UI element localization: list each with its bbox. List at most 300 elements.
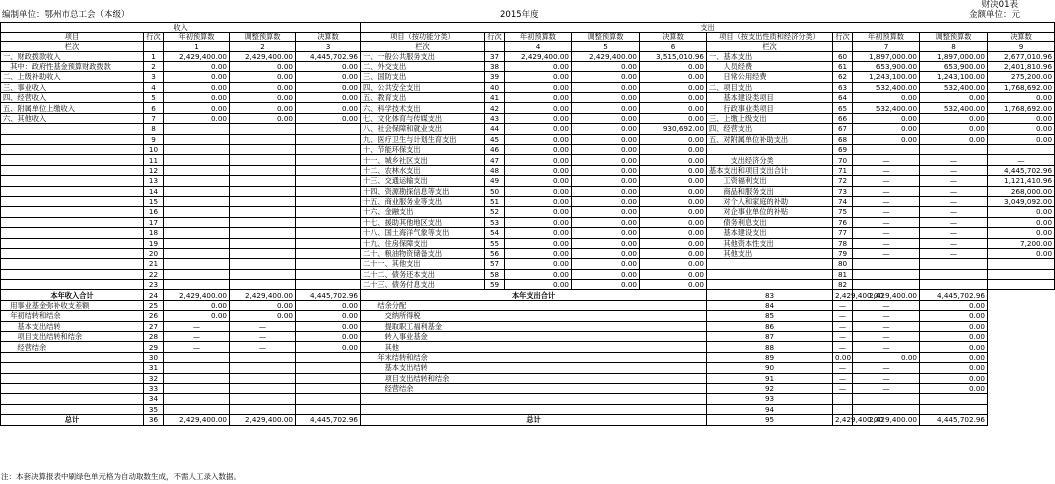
table-cell[interactable]: 十二、农林水支出 — [361, 165, 485, 175]
table-cell[interactable] — [296, 186, 361, 196]
table-cell[interactable]: — — [920, 248, 988, 258]
table-cell[interactable]: 2,429,400.00 — [230, 51, 296, 61]
table-cell[interactable]: 2,429,400.00 — [833, 290, 853, 300]
table-cell[interactable]: — — [920, 207, 988, 217]
table-cell[interactable]: 79 — [833, 248, 853, 258]
table-cell[interactable]: 16 — [144, 207, 164, 217]
table-cell[interactable]: 69 — [833, 145, 853, 155]
table-cell[interactable]: 人员经费 — [707, 61, 833, 71]
table-cell[interactable]: 2,429,400.00 — [572, 51, 640, 61]
table-cell[interactable]: — — [853, 155, 920, 165]
table-cell[interactable]: 15 — [144, 196, 164, 206]
table-cell[interactable]: 4,445,702.96 — [920, 290, 988, 300]
table-cell[interactable]: — — [920, 228, 988, 238]
column-number[interactable] — [833, 42, 853, 52]
table-cell[interactable]: 0.00 — [230, 113, 296, 123]
table-cell[interactable]: 0.00 — [505, 269, 572, 279]
table-cell[interactable]: 62 — [833, 72, 853, 82]
table-cell[interactable] — [1, 373, 144, 383]
table-cell[interactable] — [296, 207, 361, 217]
table-cell[interactable] — [164, 145, 230, 155]
table-cell[interactable]: 85 — [707, 311, 833, 321]
table-cell[interactable]: 4,445,702.96 — [988, 165, 1055, 175]
table-cell[interactable]: 1,121,410.96 — [988, 176, 1055, 186]
table-cell[interactable]: 88 — [707, 342, 833, 352]
table-cell[interactable] — [164, 373, 230, 383]
table-cell[interactable]: 0.00 — [296, 311, 361, 321]
table-cell[interactable]: 0.00 — [920, 363, 988, 373]
table-cell[interactable]: 0.00 — [505, 217, 572, 227]
table-cell[interactable] — [164, 280, 230, 290]
table-cell[interactable]: 7,200.00 — [988, 238, 1055, 248]
table-cell[interactable] — [1, 280, 144, 290]
table-cell[interactable]: 0.00 — [572, 134, 640, 144]
expense-total-label[interactable]: 本年支出合计 — [361, 290, 707, 300]
table-cell[interactable] — [707, 280, 833, 290]
table-cell[interactable]: 0.00 — [853, 124, 920, 134]
table-cell[interactable]: 36 — [144, 415, 164, 425]
table-cell[interactable]: 0.00 — [296, 93, 361, 103]
table-cell[interactable]: 0.00 — [920, 373, 988, 383]
table-cell[interactable]: 0.00 — [640, 61, 707, 71]
table-cell[interactable]: 七、文化体育与传媒支出 — [361, 113, 485, 123]
table-cell[interactable]: 经营结余 — [1, 342, 144, 352]
table-cell[interactable] — [230, 124, 296, 134]
table-cell[interactable]: 0.00 — [230, 61, 296, 71]
table-cell[interactable]: 0.00 — [230, 93, 296, 103]
table-cell[interactable]: 47 — [485, 155, 505, 165]
table-cell[interactable]: 商品和服务支出 — [707, 186, 833, 196]
table-cell[interactable]: 对个人和家庭的补助 — [707, 196, 833, 206]
table-cell[interactable] — [230, 269, 296, 279]
table-cell[interactable] — [230, 373, 296, 383]
table-cell[interactable]: 2,429,400.00 — [164, 290, 230, 300]
table-cell[interactable]: 87 — [707, 332, 833, 342]
table-cell[interactable]: — — [853, 373, 920, 383]
table-cell[interactable] — [296, 384, 361, 394]
table-cell[interactable]: 二十、粮油物资储备支出 — [361, 248, 485, 258]
table-cell[interactable] — [920, 404, 988, 414]
column-header[interactable]: 年初预算数 — [505, 32, 572, 42]
table-cell[interactable]: — — [853, 196, 920, 206]
table-cell[interactable]: 结余分配 — [361, 300, 707, 310]
table-cell[interactable]: 0.00 — [230, 72, 296, 82]
table-cell[interactable]: 0.00 — [296, 300, 361, 310]
table-cell[interactable]: 经营结余 — [361, 384, 707, 394]
table-cell[interactable] — [296, 134, 361, 144]
table-cell[interactable]: 33 — [144, 384, 164, 394]
table-cell[interactable] — [164, 404, 230, 414]
table-cell[interactable] — [1, 134, 144, 144]
table-cell[interactable]: 34 — [144, 394, 164, 404]
table-cell[interactable]: 0.00 — [296, 332, 361, 342]
table-cell[interactable]: 转入事业基金 — [361, 332, 707, 342]
table-cell[interactable]: 82 — [833, 280, 853, 290]
table-cell[interactable]: — — [920, 217, 988, 227]
table-cell[interactable]: 1,768,692.00 — [988, 103, 1055, 113]
table-cell[interactable] — [230, 384, 296, 394]
table-cell[interactable]: 0.00 — [572, 103, 640, 113]
table-cell[interactable] — [296, 259, 361, 269]
table-cell[interactable]: 0.00 — [505, 124, 572, 134]
table-cell[interactable]: 0.00 — [505, 176, 572, 186]
column-header[interactable]: 项目 — [1, 32, 144, 42]
table-cell[interactable] — [853, 394, 920, 404]
table-cell[interactable]: 19 — [144, 238, 164, 248]
table-cell[interactable]: 日常公用经费 — [707, 72, 833, 82]
income-total-label[interactable]: 本年收入合计 — [1, 290, 144, 300]
table-cell[interactable]: 2,429,400.00 — [833, 415, 853, 425]
table-cell[interactable] — [296, 352, 361, 362]
table-cell[interactable] — [230, 363, 296, 373]
column-number[interactable]: 1 — [164, 42, 230, 52]
table-cell[interactable]: 工资福利支出 — [707, 176, 833, 186]
table-cell[interactable]: 0.00 — [505, 72, 572, 82]
table-cell[interactable] — [1, 404, 144, 414]
table-cell[interactable] — [707, 145, 833, 155]
table-cell[interactable]: 56 — [485, 248, 505, 258]
table-cell[interactable]: 五、教育支出 — [361, 93, 485, 103]
table-cell[interactable]: 三、上缴上级支出 — [707, 113, 833, 123]
table-cell[interactable] — [296, 363, 361, 373]
table-cell[interactable] — [296, 196, 361, 206]
table-cell[interactable]: — — [833, 363, 853, 373]
table-cell[interactable]: 0.00 — [920, 352, 988, 362]
table-cell[interactable]: 11 — [144, 155, 164, 165]
table-cell[interactable]: 0.00 — [572, 145, 640, 155]
table-cell[interactable]: — — [230, 321, 296, 331]
table-cell[interactable]: 0.00 — [833, 352, 853, 362]
table-cell[interactable]: 0.00 — [164, 72, 230, 82]
table-cell[interactable] — [164, 363, 230, 373]
table-cell[interactable] — [296, 280, 361, 290]
table-cell[interactable]: 41 — [485, 93, 505, 103]
table-cell[interactable]: 0.00 — [505, 155, 572, 165]
table-cell[interactable]: 72 — [833, 176, 853, 186]
table-cell[interactable]: 十九、住房保障支出 — [361, 238, 485, 248]
table-cell[interactable]: 0.00 — [640, 217, 707, 227]
table-cell[interactable]: 十四、资源勘探信息等支出 — [361, 186, 485, 196]
table-cell[interactable]: 对企事业单位的补贴 — [707, 207, 833, 217]
table-cell[interactable]: 0.00 — [572, 93, 640, 103]
table-cell[interactable]: 55 — [485, 238, 505, 248]
table-cell[interactable]: 45 — [485, 134, 505, 144]
table-cell[interactable]: 38 — [485, 61, 505, 71]
table-cell[interactable]: — — [230, 342, 296, 352]
table-cell[interactable]: 13 — [144, 176, 164, 186]
table-cell[interactable]: 3 — [144, 72, 164, 82]
table-cell[interactable]: 0.00 — [640, 93, 707, 103]
table-cell[interactable]: 基本支出和项目支出合计 — [707, 165, 833, 175]
table-cell[interactable] — [296, 228, 361, 238]
table-cell[interactable]: 一、财政拨款收入 — [1, 51, 144, 61]
column-header[interactable]: 决算数 — [640, 32, 707, 42]
table-cell[interactable]: 0.00 — [296, 72, 361, 82]
table-cell[interactable]: 0.00 — [640, 207, 707, 217]
column-header[interactable]: 行次 — [144, 32, 164, 42]
table-cell[interactable]: 5 — [144, 93, 164, 103]
table-cell[interactable]: 0.00 — [572, 176, 640, 186]
table-cell[interactable]: 1,243,100.00 — [920, 72, 988, 82]
table-cell[interactable]: 67 — [833, 124, 853, 134]
table-cell[interactable]: 0.00 — [572, 124, 640, 134]
table-cell[interactable]: 66 — [833, 113, 853, 123]
table-cell[interactable]: 0.00 — [988, 93, 1055, 103]
table-cell[interactable] — [296, 238, 361, 248]
table-cell[interactable]: 0.00 — [920, 342, 988, 352]
table-cell[interactable]: 20 — [144, 248, 164, 258]
table-cell[interactable]: 0.00 — [572, 61, 640, 71]
table-cell[interactable]: 0.00 — [988, 124, 1055, 134]
column-header[interactable]: 项目（按支出性质和经济分类） — [707, 32, 833, 42]
table-cell[interactable] — [1, 217, 144, 227]
column-header[interactable]: 年初预算数 — [853, 32, 920, 42]
table-cell[interactable]: 其他资本性支出 — [707, 238, 833, 248]
table-cell[interactable] — [1, 186, 144, 196]
column-number[interactable]: 7 — [853, 42, 920, 52]
column-header[interactable]: 年初预算数 — [164, 32, 230, 42]
table-cell[interactable]: 53 — [485, 217, 505, 227]
table-cell[interactable]: 0.00 — [988, 248, 1055, 258]
table-cell[interactable]: 用事业基金弥补收支差额 — [1, 300, 144, 310]
table-cell[interactable]: 65 — [833, 103, 853, 113]
table-cell[interactable]: 90 — [707, 363, 833, 373]
table-cell[interactable]: 39 — [485, 72, 505, 82]
table-cell[interactable] — [230, 394, 296, 404]
table-cell[interactable]: 0.00 — [920, 113, 988, 123]
table-cell[interactable] — [1, 248, 144, 258]
table-cell[interactable] — [361, 394, 707, 404]
table-cell[interactable]: 3,049,092.00 — [988, 196, 1055, 206]
table-cell[interactable]: — — [920, 176, 988, 186]
table-cell[interactable] — [707, 259, 833, 269]
table-cell[interactable] — [853, 404, 920, 414]
table-cell[interactable]: 0.00 — [640, 113, 707, 123]
table-cell[interactable]: 18 — [144, 228, 164, 238]
table-cell[interactable]: 0.00 — [640, 72, 707, 82]
table-cell[interactable]: 0.00 — [640, 176, 707, 186]
table-cell[interactable] — [230, 196, 296, 206]
table-cell[interactable]: 四、经营支出 — [707, 124, 833, 134]
table-cell[interactable]: 其他支出 — [707, 248, 833, 258]
table-cell[interactable]: 0.00 — [640, 248, 707, 258]
table-cell[interactable]: 0.00 — [988, 134, 1055, 144]
table-cell[interactable] — [230, 352, 296, 362]
table-cell[interactable]: 44 — [485, 124, 505, 134]
table-cell[interactable] — [988, 259, 1055, 269]
table-cell[interactable]: 532,400.00 — [853, 82, 920, 92]
table-cell[interactable]: 0.00 — [505, 165, 572, 175]
table-cell[interactable]: 57 — [485, 259, 505, 269]
column-header[interactable]: 调整预算数 — [230, 32, 296, 42]
table-cell[interactable]: 42 — [485, 103, 505, 113]
table-cell[interactable] — [296, 404, 361, 414]
table-cell[interactable]: 九、医疗卫生与计划生育支出 — [361, 134, 485, 144]
table-cell[interactable]: 0.00 — [853, 93, 920, 103]
table-cell[interactable] — [1, 228, 144, 238]
table-cell[interactable] — [230, 145, 296, 155]
table-cell[interactable]: 0.00 — [853, 113, 920, 123]
table-cell[interactable] — [1, 269, 144, 279]
table-cell[interactable]: — — [853, 248, 920, 258]
table-cell[interactable]: 0.00 — [505, 238, 572, 248]
table-cell[interactable]: 三、国防支出 — [361, 72, 485, 82]
table-cell[interactable] — [230, 217, 296, 227]
table-cell[interactable]: — — [164, 342, 230, 352]
table-cell[interactable]: — — [833, 311, 853, 321]
table-cell[interactable] — [296, 145, 361, 155]
table-cell[interactable] — [1, 145, 144, 155]
table-cell[interactable]: 0.00 — [920, 332, 988, 342]
table-cell[interactable] — [230, 280, 296, 290]
table-cell[interactable]: 14 — [144, 186, 164, 196]
table-cell[interactable] — [1, 176, 144, 186]
table-cell[interactable]: 四、公共安全支出 — [361, 82, 485, 92]
table-cell[interactable]: 年末结转和结余 — [361, 352, 707, 362]
table-cell[interactable]: 0.00 — [920, 311, 988, 321]
table-cell[interactable]: 行政事业类项目 — [707, 103, 833, 113]
table-cell[interactable]: 27 — [144, 321, 164, 331]
table-cell[interactable]: 二、项目支出 — [707, 82, 833, 92]
table-cell[interactable]: 61 — [833, 61, 853, 71]
table-cell[interactable]: — — [853, 228, 920, 238]
table-cell[interactable]: 0.00 — [505, 82, 572, 92]
table-cell[interactable] — [833, 404, 853, 414]
table-cell[interactable]: 0.00 — [572, 155, 640, 165]
table-cell[interactable] — [296, 373, 361, 383]
table-cell[interactable]: — — [853, 311, 920, 321]
table-cell[interactable]: 46 — [485, 145, 505, 155]
table-cell[interactable]: 二十二、债务还本支出 — [361, 269, 485, 279]
table-cell[interactable]: 十一、城乡社区支出 — [361, 155, 485, 165]
table-cell[interactable]: 35 — [144, 404, 164, 414]
table-cell[interactable]: 930,692.00 — [640, 124, 707, 134]
table-cell[interactable] — [1, 207, 144, 217]
table-cell[interactable]: 0.00 — [505, 259, 572, 269]
table-cell[interactable]: 9 — [144, 134, 164, 144]
table-cell[interactable]: 29 — [144, 342, 164, 352]
table-cell[interactable]: 532,400.00 — [920, 103, 988, 113]
table-cell[interactable]: 1,897,000.00 — [920, 51, 988, 61]
table-cell[interactable]: 275,200.00 — [988, 72, 1055, 82]
table-cell[interactable]: 十、节能环保支出 — [361, 145, 485, 155]
table-cell[interactable]: — — [853, 321, 920, 331]
table-cell[interactable]: 十八、国土海洋气象等支出 — [361, 228, 485, 238]
table-cell[interactable]: 2,429,400.00 — [230, 290, 296, 300]
table-cell[interactable]: 0.00 — [572, 280, 640, 290]
table-cell[interactable]: 8 — [144, 124, 164, 134]
table-cell[interactable] — [164, 248, 230, 258]
table-cell[interactable]: 五、附属单位上缴收入 — [1, 103, 144, 113]
table-cell[interactable]: 0.00 — [640, 145, 707, 155]
table-cell[interactable]: 0.00 — [505, 103, 572, 113]
table-cell[interactable]: 30 — [144, 352, 164, 362]
table-cell[interactable]: — — [920, 165, 988, 175]
table-cell[interactable]: 二十一、其他支出 — [361, 259, 485, 269]
table-cell[interactable]: 59 — [485, 280, 505, 290]
table-cell[interactable]: 50 — [485, 186, 505, 196]
table-cell[interactable]: 0.00 — [164, 82, 230, 92]
table-cell[interactable]: 268,000.00 — [988, 186, 1055, 196]
table-cell[interactable]: 0.00 — [296, 103, 361, 113]
table-cell[interactable]: 0.00 — [853, 352, 920, 362]
table-cell[interactable]: 64 — [833, 93, 853, 103]
table-cell[interactable]: 0.00 — [230, 103, 296, 113]
table-cell[interactable]: 0.00 — [572, 217, 640, 227]
table-cell[interactable]: 0.00 — [640, 280, 707, 290]
table-cell[interactable]: 0.00 — [230, 82, 296, 92]
column-number[interactable]: 栏次 — [361, 42, 485, 52]
table-cell[interactable]: 91 — [707, 373, 833, 383]
table-cell[interactable]: 0.00 — [988, 228, 1055, 238]
table-cell[interactable] — [1, 238, 144, 248]
table-cell[interactable]: 4,445,702.96 — [920, 415, 988, 425]
table-cell[interactable] — [230, 176, 296, 186]
table-cell[interactable]: 32 — [144, 373, 164, 383]
table-cell[interactable]: — — [920, 155, 988, 165]
table-cell[interactable]: 37 — [485, 51, 505, 61]
table-cell[interactable]: — — [853, 332, 920, 342]
table-cell[interactable]: 0.00 — [572, 269, 640, 279]
table-cell[interactable]: 24 — [144, 290, 164, 300]
table-cell[interactable]: 48 — [485, 165, 505, 175]
table-cell[interactable]: — — [853, 176, 920, 186]
table-cell[interactable]: — — [853, 384, 920, 394]
table-cell[interactable]: 0.00 — [296, 342, 361, 352]
table-cell[interactable] — [920, 269, 988, 279]
table-cell[interactable]: 基本支出结转 — [1, 321, 144, 331]
table-cell[interactable]: 40 — [485, 82, 505, 92]
table-cell[interactable] — [296, 124, 361, 134]
table-cell[interactable] — [988, 145, 1055, 155]
table-cell[interactable] — [164, 124, 230, 134]
table-cell[interactable]: 0.00 — [572, 207, 640, 217]
table-cell[interactable] — [1, 384, 144, 394]
table-cell[interactable] — [920, 394, 988, 404]
table-cell[interactable] — [296, 155, 361, 165]
column-number[interactable]: 2 — [230, 42, 296, 52]
table-cell[interactable]: 0.00 — [640, 155, 707, 165]
table-cell[interactable] — [853, 145, 920, 155]
table-cell[interactable] — [296, 176, 361, 186]
table-cell[interactable]: 0.00 — [572, 228, 640, 238]
table-cell[interactable] — [296, 165, 361, 175]
table-cell[interactable]: 4,445,702.96 — [296, 290, 361, 300]
table-cell[interactable]: 0.00 — [230, 300, 296, 310]
table-cell[interactable]: 89 — [707, 352, 833, 362]
column-header[interactable]: 调整预算数 — [920, 32, 988, 42]
column-number[interactable]: 栏次 — [1, 42, 144, 52]
table-cell[interactable]: 653,900.00 — [853, 61, 920, 71]
table-cell[interactable]: 52 — [485, 207, 505, 217]
table-cell[interactable]: 94 — [707, 404, 833, 414]
table-cell[interactable] — [296, 217, 361, 227]
table-cell[interactable]: 0.00 — [505, 280, 572, 290]
column-header[interactable]: 调整预算数 — [572, 32, 640, 42]
table-cell[interactable]: — — [853, 186, 920, 196]
table-cell[interactable] — [164, 176, 230, 186]
table-cell[interactable]: 81 — [833, 269, 853, 279]
table-cell[interactable] — [1, 165, 144, 175]
table-cell[interactable]: — — [833, 373, 853, 383]
table-cell[interactable]: 基本建设支出 — [707, 228, 833, 238]
table-cell[interactable] — [853, 280, 920, 290]
table-cell[interactable]: 0.00 — [572, 113, 640, 123]
table-cell[interactable]: 63 — [833, 82, 853, 92]
table-cell[interactable] — [1, 196, 144, 206]
table-cell[interactable]: 28 — [144, 332, 164, 342]
table-cell[interactable]: 0.00 — [920, 93, 988, 103]
